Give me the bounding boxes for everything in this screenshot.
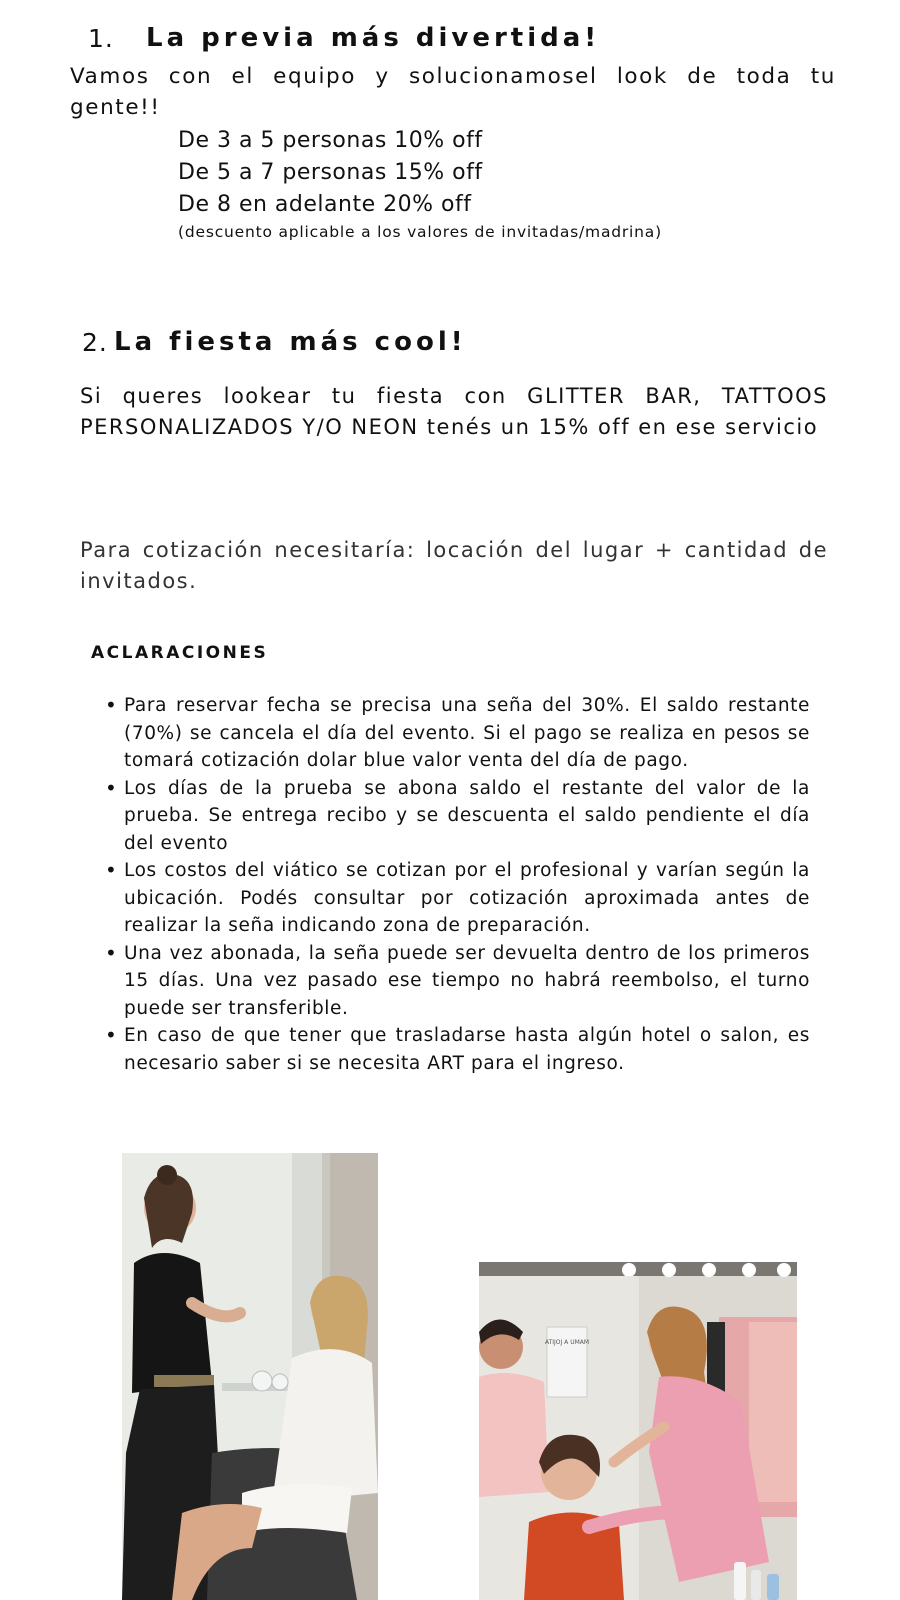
discount-tier-2: De 5 a 7 personas 15% off bbox=[178, 160, 483, 185]
discount-tier-1: De 3 a 5 personas 10% off bbox=[178, 128, 483, 153]
list-item: • Los costos del viático se cotizan por el profesional y varían según la ubicación. Podés consultar por cotización aproximada antes de realizar la seña indicando zona de preparación. bbox=[124, 857, 810, 940]
section1-title: La previa más divertida! bbox=[146, 23, 601, 53]
section2-title: La fiesta más cool! bbox=[114, 327, 467, 357]
discount-list bbox=[178, 125, 483, 221]
list-item: • Para reservar fecha se precisa una seña del 30%. El saldo restante (70%) se cancela el día del evento. Si el pago se realiza en pesos se tomará cotización dolar blue valor venta del día de pago. bbox=[124, 692, 810, 775]
section2-number: 2. bbox=[82, 328, 108, 357]
list-item: • Los días de la prueba se abona saldo el restante del valor de la prueba. Se entrega recibo y se descuenta el saldo pendiente el día del evento bbox=[124, 775, 810, 858]
section1-number: 1. bbox=[88, 24, 114, 53]
list-item: • En caso de que tener que trasladarse hasta algún hotel o salon, es necesario saber si se necesita ART para el ingreso. bbox=[124, 1022, 810, 1077]
aclaraciones-heading: ACLARACIONES bbox=[91, 643, 269, 663]
aclaraciones-list bbox=[124, 692, 810, 1077]
photo-hair-styling bbox=[479, 1262, 797, 1600]
discount-tier-3: De 8 en adelante 20% off bbox=[178, 192, 472, 217]
section1-intro: Vamos con el equipo y solucionamosel look de toda tu gente!! bbox=[70, 64, 836, 120]
list-item: • Una vez abonada, la seña puede ser devuelta dentro de los primeros 15 días. Una vez pasado ese tiempo no habrá reembolso, el turno puede ser transferible. bbox=[124, 940, 810, 1023]
wall-sign-text: ATIJOJ A UMAM bbox=[544, 1339, 590, 1346]
photo-makeup-session bbox=[122, 1153, 378, 1600]
section2-body: Si queres lookear tu fiesta con GLITTER BAR, TATTOOS PERSONALIZADOS Y/O NEON tenés un 15% off en ese servicio bbox=[80, 384, 828, 439]
photo-hair-styling-image bbox=[479, 1262, 797, 1600]
quote-request: Para cotización necesitaría: locación del lugar + cantidad de invitados. bbox=[80, 538, 828, 593]
discount-note: (descuento aplicable a los valores de invitadas/madrina) bbox=[178, 223, 662, 241]
photo-makeup-session-image bbox=[122, 1153, 378, 1600]
